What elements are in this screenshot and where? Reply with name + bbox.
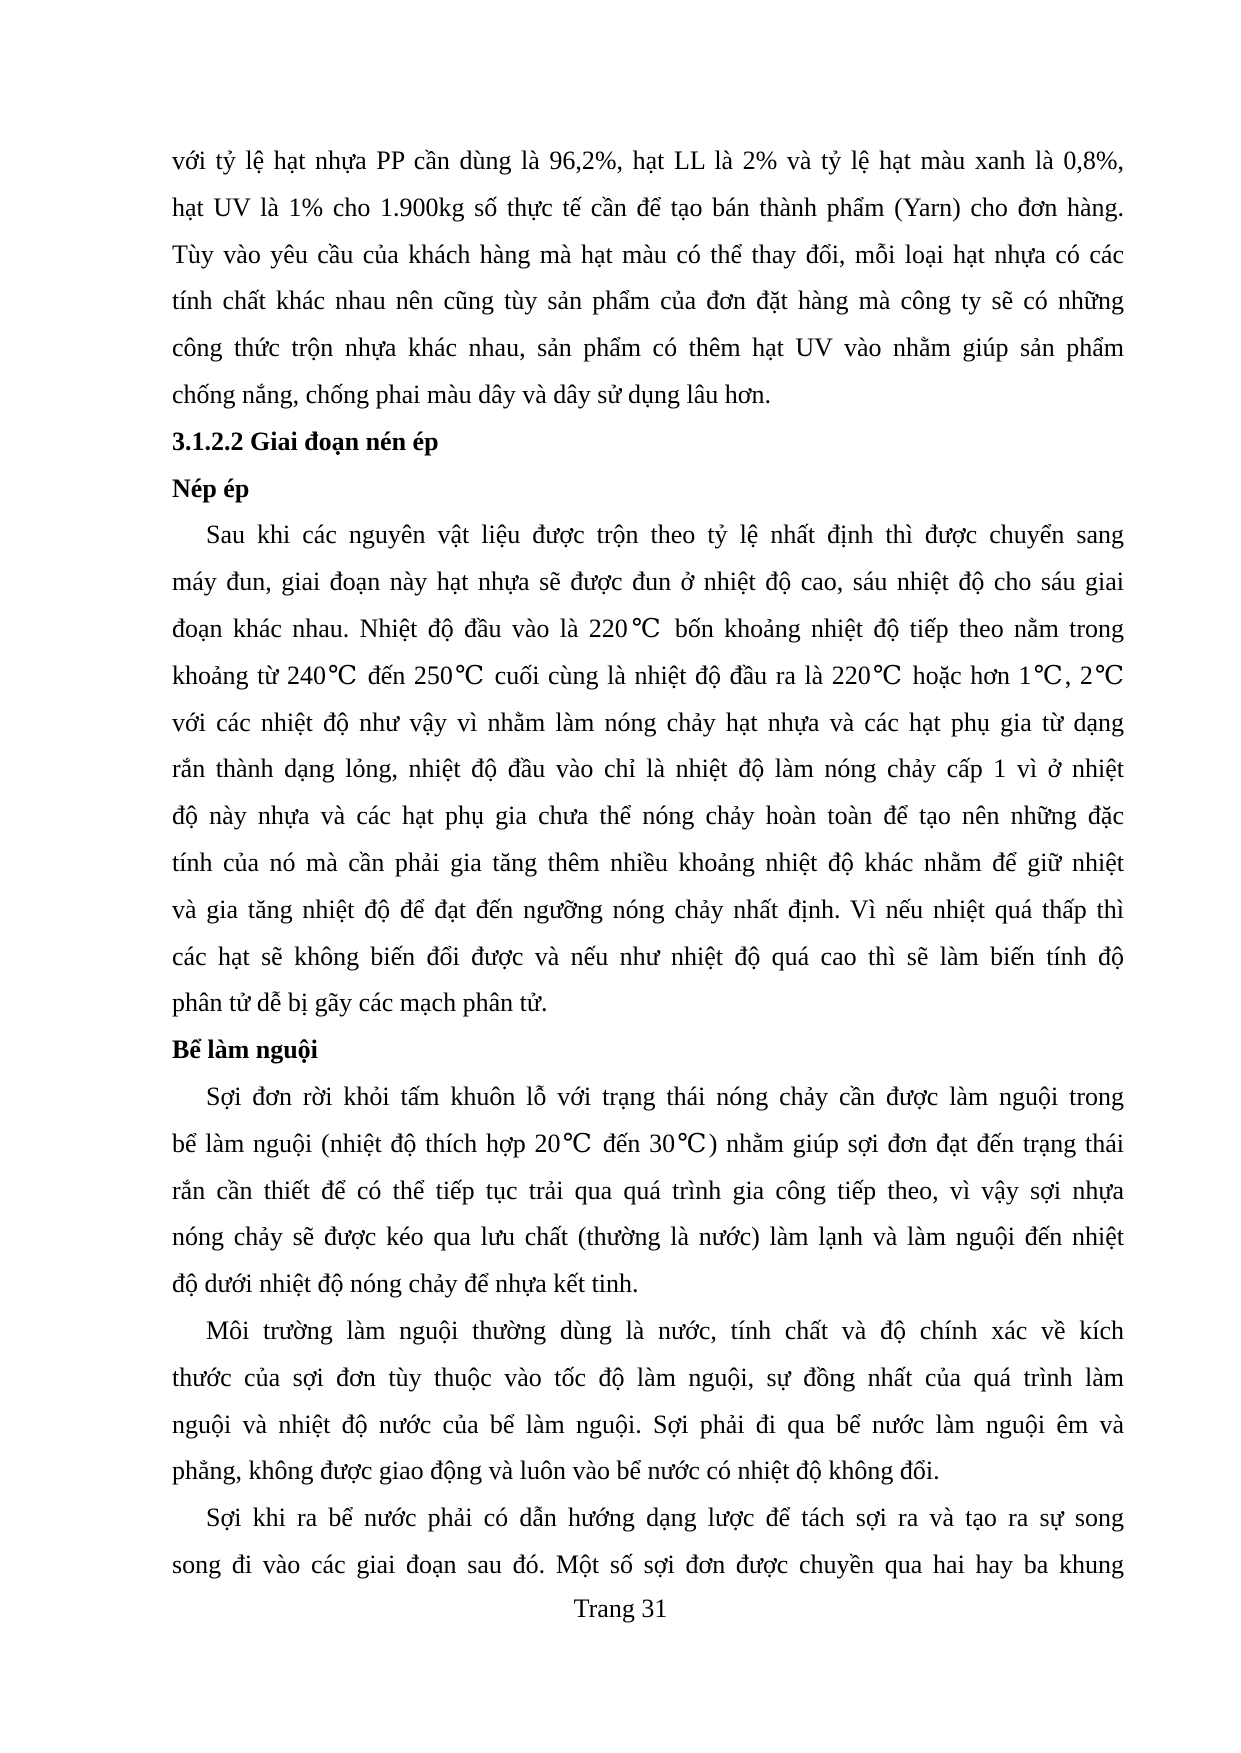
text-line: tính chất khác nhau nên cũng tùy sản phẩm của đơn đặt hàng mà công ty sẽ có những — [172, 286, 1124, 316]
text-line: với các nhiệt độ như vậy vì nhằm làm nóng chảy hạt nhựa và các hạt phụ gia từ dạng — [172, 707, 1124, 737]
text-line: nóng chảy sẽ được kéo qua lưu chất (thường là nước) làm lạnh và làm nguội đến nhiệt — [172, 1222, 1124, 1252]
text-line: phẳng, không được giao động và luôn vào bể nước có nhiệt độ không đổi. — [172, 1456, 940, 1486]
heading-line: 3.1.2.2 Giai đoạn nén ép — [172, 426, 439, 456]
text-line: Môi trường làm nguội thường dùng là nước, tính chất và độ chính xác về kích — [206, 1315, 1124, 1345]
text-line: nguội và nhiệt độ nước của bể làm nguội. Sợi phải đi qua bể nước làm nguội êm và — [172, 1409, 1124, 1439]
text-line: hạt UV là 1% cho 1.900kg số thực tế cần để tạo bán thành phẩm (Yarn) cho đơn hàng. — [172, 192, 1124, 222]
text-line: đoạn khác nhau. Nhiệt độ đầu vào là 220℃ bốn khoảng nhiệt độ tiếp theo nằm trong — [172, 613, 1124, 643]
text-line: Sợi đơn rời khỏi tấm khuôn lỗ với trạng thái nóng chảy cần được làm nguội trong — [206, 1081, 1124, 1111]
text-line: tính của nó mà cần phải gia tăng thêm nhiều khoảng nhiệt độ khác nhằm để giữ nhiệt — [172, 847, 1124, 877]
text-block — [172, 138, 1124, 1589]
text-line: phân tử dễ bị gãy các mạch phân tử. — [172, 988, 548, 1018]
heading-line: Nép ép — [172, 473, 250, 503]
text-line: song đi vào các giai đoạn sau đó. Một số sợi đơn được chuyền qua hai hay ba khung — [172, 1549, 1124, 1579]
text-line: với tỷ lệ hạt nhựa PP cần dùng là 96,2%, hạt LL là 2% và tỷ lệ hạt màu xanh là 0,8%, — [172, 146, 1124, 175]
heading-line: Bể làm nguội — [172, 1035, 318, 1065]
text-line: chống nắng, chống phai màu dây và dây sử dụng lâu hơn. — [172, 379, 771, 409]
text-line: các hạt sẽ không biến đổi được và nếu như nhiệt độ quá cao thì sẽ làm biến tính độ — [172, 941, 1124, 971]
text-line: Sau khi các nguyên vật liệu được trộn theo tỷ lệ nhất định thì được chuyển sang — [206, 520, 1124, 550]
text-line: rắn cần thiết để có thể tiếp tục trải qua quá trình gia công tiếp theo, vì vậy sợi nhựa — [172, 1175, 1124, 1205]
text-line: công thức trộn nhựa khác nhau, sản phẩm có thêm hạt UV vào nhằm giúp sản phẩm — [172, 333, 1124, 363]
text-line: rắn thành dạng lỏng, nhiệt độ đầu vào chỉ là nhiệt độ làm nóng chảy cấp 1 vì ở nhiệt — [172, 754, 1124, 784]
text-line: thước của sợi đơn tùy thuộc vào tốc độ làm nguội, sự đồng nhất của quá trình làm — [172, 1362, 1124, 1392]
text-line: Sợi khi ra bể nước phải có dẫn hướng dạng lược để tách sợi ra và tạo ra sự song — [206, 1503, 1124, 1533]
text-line: Tùy vào yêu cầu của khách hàng mà hạt màu có thể thay đổi, mỗi loại hạt nhựa có các — [172, 239, 1124, 269]
text-line: và gia tăng nhiệt độ để đạt đến ngưỡng nóng chảy nhất định. Vì nếu nhiệt quá thấp thì — [172, 894, 1124, 924]
text-line: độ dưới nhiệt độ nóng chảy để nhựa kết tinh. — [172, 1269, 639, 1299]
text-line: máy đun, giai đoạn này hạt nhựa sẽ được đun ở nhiệt độ cao, sáu nhiệt độ cho sáu giai — [172, 567, 1124, 597]
page-number-footer: Trang 31 — [573, 1594, 668, 1623]
text-line: bể làm nguội (nhiệt độ thích hợp 20℃ đến 30℃) nhằm giúp sợi đơn đạt đến trạng thái — [172, 1128, 1124, 1158]
text-line: khoảng từ 240℃ đến 250℃ cuối cùng là nhiệt độ đầu ra là 220℃ hoặc hơn 1℃, 2℃ — [172, 660, 1124, 690]
text-line: độ này nhựa và các hạt phụ gia chưa thể nóng chảy hoàn toàn để tạo nên những đặc — [172, 801, 1124, 831]
